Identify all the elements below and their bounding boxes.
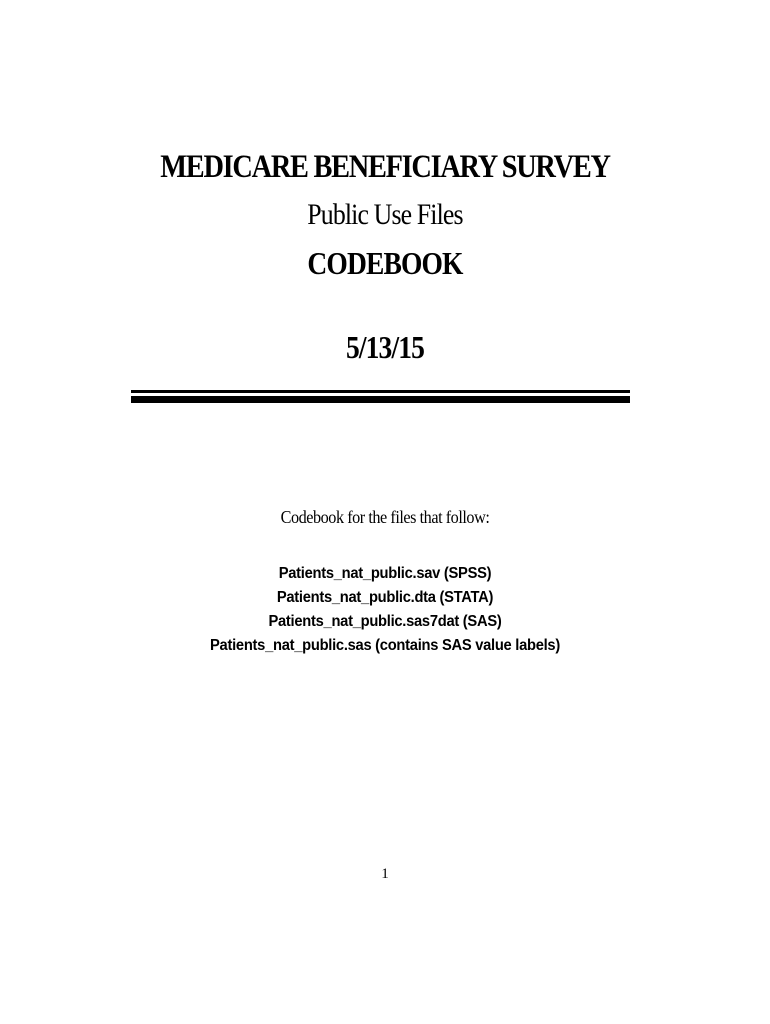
document-date: 5/13/15 xyxy=(345,329,425,365)
file-item-sas-labels: Patients_nat_public.sas (contains SAS value labels) xyxy=(210,637,560,654)
file-item-sas7dat: Patients_nat_public.sas7dat (SAS) xyxy=(268,613,502,630)
codebook-heading: CODEBOOK xyxy=(307,245,463,281)
document-title: MEDICARE BENEFICIARY SURVEY xyxy=(160,149,610,185)
divider-thin xyxy=(131,390,630,393)
divider-thick xyxy=(131,396,630,403)
files-intro: Codebook for the files that follow: xyxy=(280,507,490,527)
file-item-spss: Patients_nat_public.sav (SPSS) xyxy=(278,565,492,582)
file-list xyxy=(0,562,770,658)
file-item-stata: Patients_nat_public.dta (STATA) xyxy=(276,589,494,606)
page-number: 1 xyxy=(381,866,389,882)
document-subtitle: Public Use Files xyxy=(307,198,463,231)
